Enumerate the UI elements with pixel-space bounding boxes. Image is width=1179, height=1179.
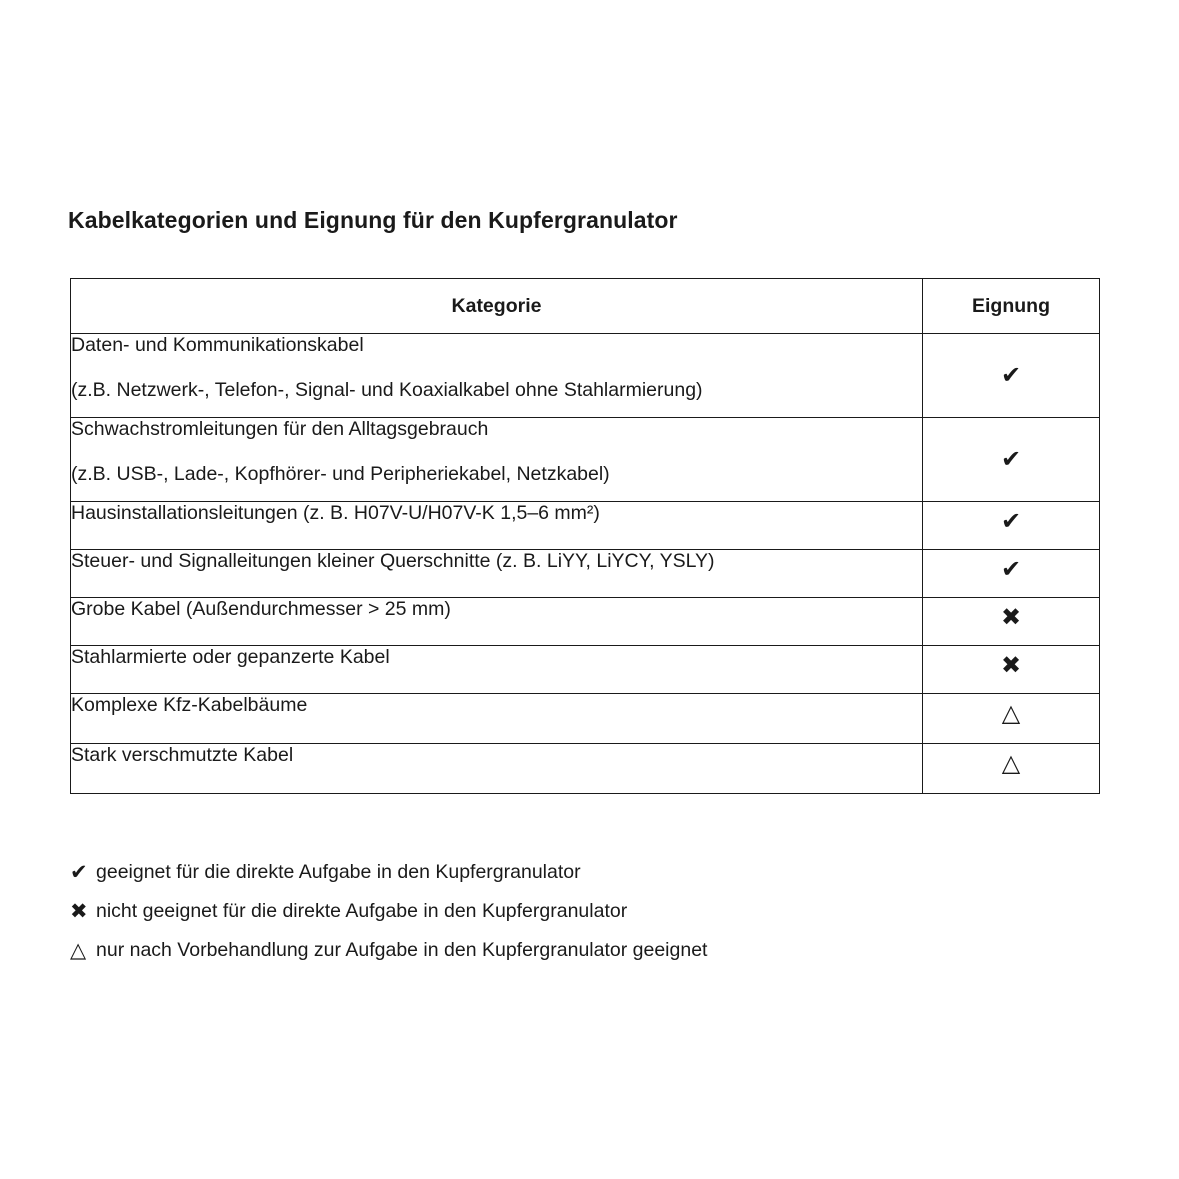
triangle-icon: △ <box>923 694 1100 744</box>
cross-icon: ✖ <box>70 900 88 923</box>
table-row <box>71 502 1100 550</box>
page-title: Kabelkategorien und Eignung für den Kupfergranulator <box>68 207 678 233</box>
legend-text: nur nach Vorbehandlung zur Aufgabe in den Kupfergranulator geeignet <box>96 939 708 961</box>
category-label: Hausinstallationsleitungen (z. B. H07V-U/H07V-K 1,5–6 mm²) <box>71 502 923 550</box>
cable-category-table <box>70 278 1100 794</box>
check-icon: ✔ <box>923 418 1100 502</box>
cross-icon: ✖ <box>923 598 1100 646</box>
category-label: Grobe Kabel (Außendurchmesser > 25 mm) <box>71 598 923 646</box>
legend-item <box>70 892 707 931</box>
legend-item <box>70 931 707 970</box>
check-icon: ✔ <box>923 502 1100 550</box>
table-row <box>71 744 1100 794</box>
table-row <box>71 646 1100 694</box>
check-icon: ✔ <box>923 550 1100 598</box>
column-header-category: Kategorie <box>71 279 923 334</box>
table-row <box>71 598 1100 646</box>
legend-text: nicht geeignet für die direkte Aufgabe in den Kupfergranulator <box>96 900 628 922</box>
legend-item <box>70 853 707 892</box>
check-icon: ✔ <box>70 861 88 884</box>
category-cell <box>71 334 923 418</box>
triangle-icon: △ <box>923 744 1100 794</box>
table-row <box>71 694 1100 744</box>
legend <box>70 853 707 970</box>
category-label: Stark verschmutzte Kabel <box>71 744 923 794</box>
table-header-row <box>71 279 1100 334</box>
category-label: Steuer- und Signalleitungen kleiner Querschnitte (z. B. LiYY, LiYCY, YSLY) <box>71 550 923 598</box>
table-row <box>71 334 1100 418</box>
category-note: (z.B. USB-, Lade-, Kopfhörer- und Peripheriekabel, Netzkabel) <box>71 463 610 485</box>
category-label: Schwachstromleitungen für den Alltagsgebrauch <box>71 418 489 440</box>
category-label: Komplexe Kfz-Kabelbäume <box>71 694 923 744</box>
category-label: Stahlarmierte oder gepanzerte Kabel <box>71 646 923 694</box>
table-row <box>71 550 1100 598</box>
category-cell <box>71 418 923 502</box>
triangle-icon: △ <box>70 939 87 962</box>
legend-text: geeignet für die direkte Aufgabe in den Kupfergranulator <box>96 861 581 883</box>
cross-icon: ✖ <box>923 646 1100 694</box>
check-icon: ✔ <box>923 334 1100 418</box>
column-header-suitability: Eignung <box>923 279 1100 334</box>
category-note: (z.B. Netzwerk-, Telefon-, Signal- und Koaxialkabel ohne Stahlarmierung) <box>71 379 703 401</box>
category-label: Daten- und Kommunikationskabel <box>71 334 364 356</box>
table-row <box>71 418 1100 502</box>
